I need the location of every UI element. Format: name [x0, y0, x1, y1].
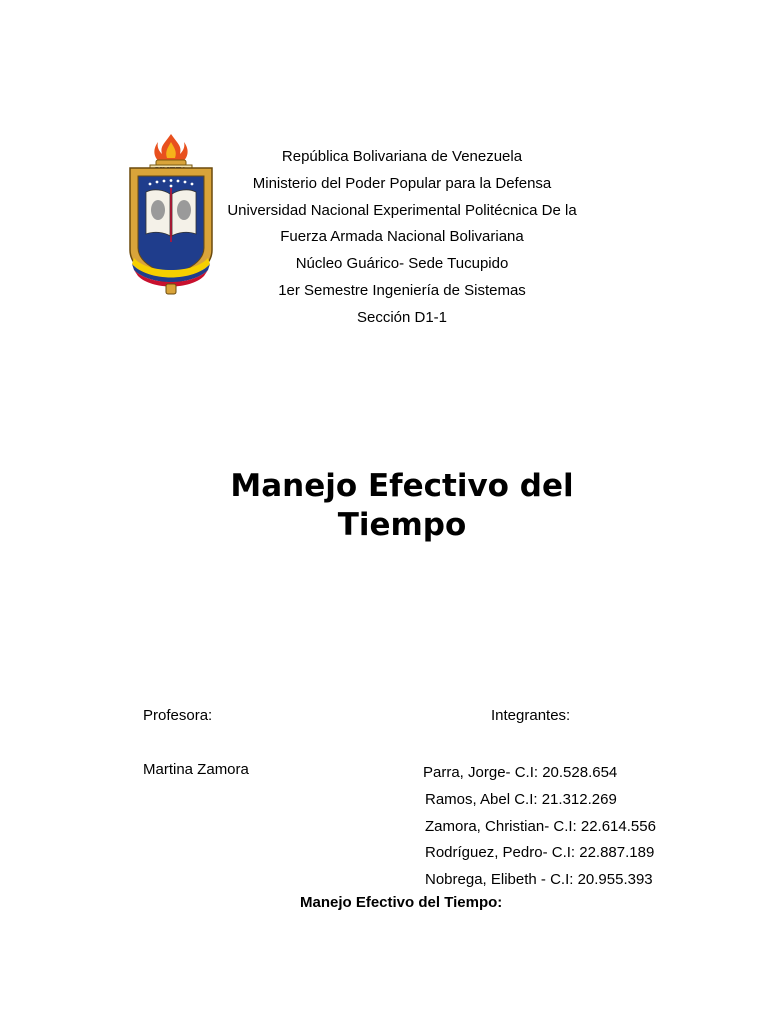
header-line: República Bolivariana de Venezuela	[281, 148, 523, 165]
member-item: Rodríguez, Pedro- C.I: 22.887.189	[425, 844, 655, 862]
title-line-1: Manejo Efectivo del	[230, 468, 574, 504]
header-line: Núcleo Guárico- Sede Tucupido	[295, 255, 509, 273]
header-line: 1er Semestre Ingeniería de Sistemas	[278, 281, 526, 299]
member-item: Nobrega, Elibeth - C.I: 20.955.393	[425, 871, 653, 889]
member-item: Zamora, Christian- C.I: 22.614.556	[425, 817, 656, 835]
title-line-2: Tiempo	[337, 507, 467, 543]
section-heading: Manejo Efectivo del Tiempo:	[300, 894, 503, 911]
member-item: Ramos, Abel C.I: 21.312.269	[425, 790, 617, 808]
teacher-label: Profesora:	[143, 707, 213, 724]
header-line: Universidad Nacional Experimental Politécnica De la	[227, 201, 577, 219]
institution-header	[220, 144, 584, 332]
header-line: Fuerza Armada Nacional Bolivariana	[280, 228, 524, 246]
members-label: Integrantes:	[491, 707, 571, 724]
header-line: Ministerio del Poder Popular para la Defensa	[252, 174, 552, 192]
header-line: Sección D1-1	[356, 308, 448, 326]
teacher-name: Martina Zamora	[143, 761, 249, 778]
unefa-logo	[124, 132, 218, 298]
document-title	[180, 467, 624, 545]
member-item: Parra, Jorge- C.I: 20.528.654	[423, 764, 618, 781]
members-list	[425, 760, 656, 894]
